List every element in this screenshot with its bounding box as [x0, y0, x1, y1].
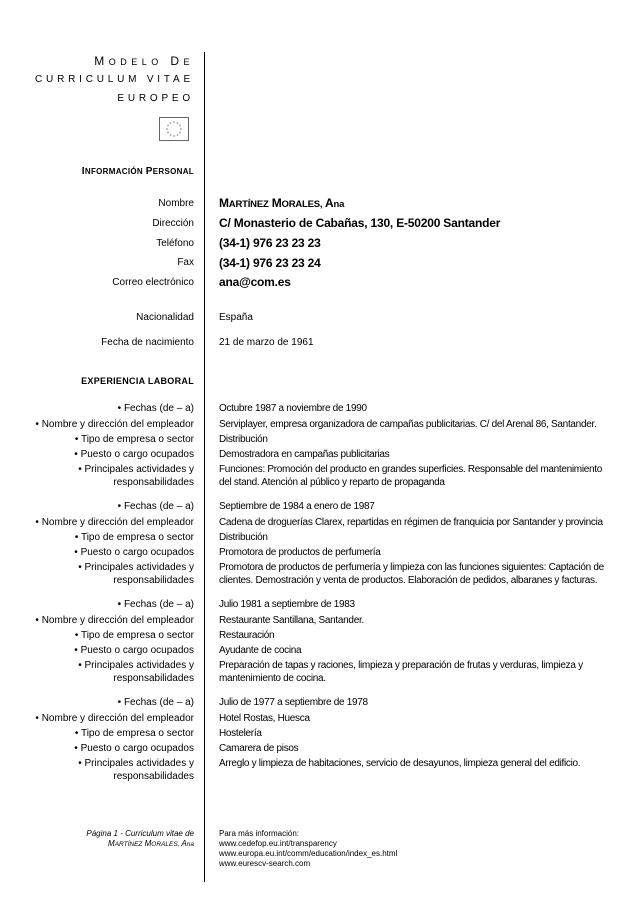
job-employer: Serviplayer, empresa organizadora de campañas publicitarias. C/ del Arenal 86, Santander.	[219, 419, 597, 430]
phone-label: Teléfono	[156, 238, 194, 249]
footer-link[interactable]: www.eurescv-search.com	[219, 859, 311, 868]
job-label-position: • Puesto o cargo ocupados	[74, 743, 194, 754]
footer-link[interactable]: www.europa.eu.int/comm/education/index_es.html	[219, 849, 398, 858]
job-label-position: • Puesto o cargo ocupados	[74, 645, 194, 656]
job-employer: Hotel Rostas, Huesca	[219, 713, 310, 724]
birth-value: 21 de marzo de 1961	[219, 337, 314, 348]
job-label-activities: • Principales actividades y	[78, 464, 194, 475]
job-type: Distribución	[219, 434, 268, 445]
job-label-type: • Tipo de empresa o sector	[74, 728, 194, 739]
job-position: Ayudante de cocina	[219, 645, 302, 656]
experience-section-title: EXPERIENCIA LABORAL	[81, 376, 194, 386]
footer-link[interactable]: www.cedefop.eu.int/transparency	[219, 839, 337, 848]
birth-label: Fecha de nacimiento	[101, 337, 194, 348]
job-label-activities-cont: responsabilidades	[113, 771, 194, 782]
job-label-position: • Puesto o cargo ocupados	[74, 547, 194, 558]
job-activities: Arreglo y limpieza de habitaciones, servicio de desayunos, limpieza general del edificio.	[219, 758, 581, 769]
job-position: Camarera de pisos	[219, 743, 299, 754]
job-label-activities: • Principales actividades y	[78, 758, 194, 769]
email-value: ana@com.es	[219, 275, 291, 289]
job-label-employer: • Nombre y dirección del empleador	[35, 615, 194, 626]
column-divider	[204, 52, 205, 882]
job-label-dates: • Fechas (de – a)	[117, 697, 194, 708]
job-employer: Cadena de droguerías Clarex, repartidas en régimen de franquicia por Santander y provincia	[219, 517, 603, 528]
job-activities: Funciones: Promoción del producto en grandes superficies. Responsable del mantenimiento del stand. Atención al público y reparto de propaganda	[219, 464, 603, 488]
job-label-dates: • Fechas (de – a)	[117, 501, 194, 512]
fax-label: Fax	[177, 257, 194, 268]
job-label-type: • Tipo de empresa o sector	[74, 630, 194, 641]
job-dates: Septiembre de 1984 a enero de 1987	[219, 501, 375, 512]
job-position: Demostradora en campañas publicitarias	[219, 449, 390, 460]
footer-info	[219, 829, 397, 869]
name-value: MARTÍNEZ MORALES, Ana	[219, 196, 345, 210]
nationality-value: España	[219, 312, 253, 323]
job-label-type: • Tipo de empresa o sector	[74, 434, 194, 445]
job-label-activities: • Principales actividades y	[78, 660, 194, 671]
job-label-activities-cont: responsabilidades	[113, 673, 194, 684]
job-employer: Restaurante Santillana, Santander.	[219, 615, 364, 626]
job-label-dates: • Fechas (de – a)	[117, 599, 194, 610]
job-label-type: • Tipo de empresa o sector	[74, 532, 194, 543]
address-label: Dirección	[152, 218, 194, 229]
cv-title-line1: MODELO DE	[94, 54, 194, 68]
name-label: Nombre	[158, 198, 194, 209]
job-label-employer: • Nombre y dirección del empleador	[35, 419, 194, 430]
fax-value: (34-1) 976 23 23 24	[219, 256, 321, 270]
phone-value: (34-1) 976 23 23 23	[219, 236, 321, 250]
job-dates: Octubre 1987 a noviembre de 1990	[219, 403, 367, 414]
nationality-label: Nacionalidad	[136, 312, 194, 323]
job-dates: Julio de 1977 a septiembre de 1978	[219, 697, 368, 708]
footer-page-info	[86, 829, 194, 850]
job-activities: Preparación de tapas y raciones, limpieza y preparación de frutas y verduras, limpieza y mantenimiento de cocina.	[219, 660, 583, 684]
cv-title-line2: CURRICULUM VITAE	[35, 74, 194, 85]
job-activities: Promotora de productos de perfumería y limpieza con las funciones siguientes: Captación de clientes. Demostración y venta de productos. Elaboración de pedidos, albaranes y facturas.	[219, 562, 604, 586]
footer-info-title: Para más información:	[219, 829, 300, 838]
job-type: Hostelería	[219, 728, 262, 739]
cv-title-line3: EUROPEO	[117, 93, 194, 104]
job-type: Restauración	[219, 630, 275, 641]
eu-flag-icon	[159, 117, 189, 141]
job-label-employer: • Nombre y dirección del empleador	[35, 713, 194, 724]
job-label-activities-cont: responsabilidades	[113, 575, 194, 586]
job-label-activities: • Principales actividades y	[78, 562, 194, 573]
footer-page-line2: MARTÍNEZ MORALES, Ana	[108, 839, 194, 848]
job-dates: Julio 1981 a septiembre de 1983	[219, 599, 355, 610]
job-label-position: • Puesto o cargo ocupados	[74, 449, 194, 460]
job-label-dates: • Fechas (de – a)	[117, 403, 194, 414]
job-position: Promotora de productos de perfumería	[219, 547, 381, 558]
personal-section-title: INFORMACIÓN PERSONAL	[81, 166, 194, 177]
email-label: Correo electrónico	[112, 277, 194, 288]
job-label-employer: • Nombre y dirección del empleador	[35, 517, 194, 528]
address-value: C/ Monasterio de Cabañas, 130, E-50200 Santander	[219, 216, 501, 230]
job-type: Distribución	[219, 532, 268, 543]
job-label-activities-cont: responsabilidades	[113, 477, 194, 488]
footer-page-line1: Página 1 - Curriculum vitae de	[86, 829, 194, 838]
